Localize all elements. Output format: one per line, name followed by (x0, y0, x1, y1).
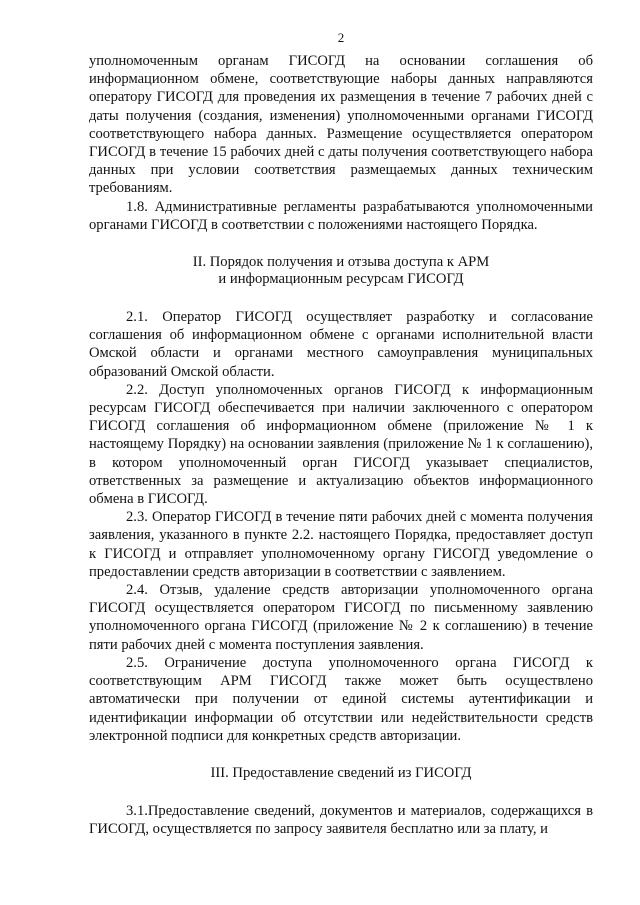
paragraph-2-2: 2.2. Доступ уполномоченных органов ГИСОГД к информационным ресурсам ГИСОГД обеспечивается при наличии заключенного с оператором ГИСОГД соглашения об информационном обмене (приложение № 1 к настоящему Порядку) на основании заявления (приложение № 1 к соглашению), в котором уполномоченный орган ГИСОГД указывает специалистов, ответственных за размещение и актуализацию объектов информационного обмена в ГИСОГД. (89, 381, 593, 508)
paragraph-2-4: 2.4. Отзыв, удаление средств авторизации уполномоченного органа ГИСОГД осуществляется оператором ГИСОГД по письменному заявлению уполномоченного органа ГИСОГД (приложение № 2 к соглашению) в течение пяти рабочих дней с момента поступления заявления. (89, 582, 593, 653)
section-heading-3: III. Предоставление сведений из ГИСОГД (210, 764, 472, 781)
document-page (89, 30, 593, 838)
section-heading-2 (89, 254, 593, 288)
paragraph-2-5: 2.5. Ограничение доступа уполномоченного органа ГИСОГД к соответствующим АРМ ГИСОГД также может быть осуществлено автоматически при получении от единой системы аутентификации и идентификации информации об отсутствии или недействительности средств электронной подписи для конкретных средств авторизации. (89, 654, 593, 744)
section-heading-2-line2: и информационным ресурсам ГИСОГД (218, 271, 464, 288)
paragraph-2-3: 2.3. Оператор ГИСОГД в течение пяти рабочих дней с момента получения заявления, указанного в пункте 2.2. настоящего Порядка, предоставляет доступ к ГИСОГД и отправляет уполномоченному органу ГИСОГД уведомление о предоставлении средств авторизации в соответствии с заявлением. (89, 509, 593, 580)
paragraph-2-1: 2.1. Оператор ГИСОГД осуществляет разработку и согласование соглашения об информационном обмене с органами исполнительной власти Омской области и органами местного самоуправления муниципальных образований Омской области. (89, 309, 593, 380)
paragraph-1-8: 1.8. Административные регламенты разрабатываются уполномоченными органами ГИСОГД в соответствии с положениями настоящего Порядка. (89, 198, 593, 233)
paragraph-continuation: уполномоченным органам ГИСОГД на основании соглашения об информационном обмене, соответствующие наборы данных направляются оператору ГИСОГД для проведения их размещения в течение 7 рабочих дней с даты получения (создания, изменения) уполномоченными органами ГИСОГД соответствующего набора данных. Размещение осуществляется оператором ГИСОГД в течение 15 рабочих дней с даты получения соответствующего набора данных при условии соответствия размещаемых данных техническим требованиям. (89, 53, 593, 197)
page-number: 2 (337, 30, 345, 45)
paragraph-3-1: 3.1.Предоставление сведений, документов и материалов, содержащихся в ГИСОГД, осуществляется по запросу заявителя бесплатно или за плату, и (89, 802, 593, 838)
section-heading-2-line1: II. Порядок получения и отзыва доступа к АРМ (192, 254, 490, 271)
